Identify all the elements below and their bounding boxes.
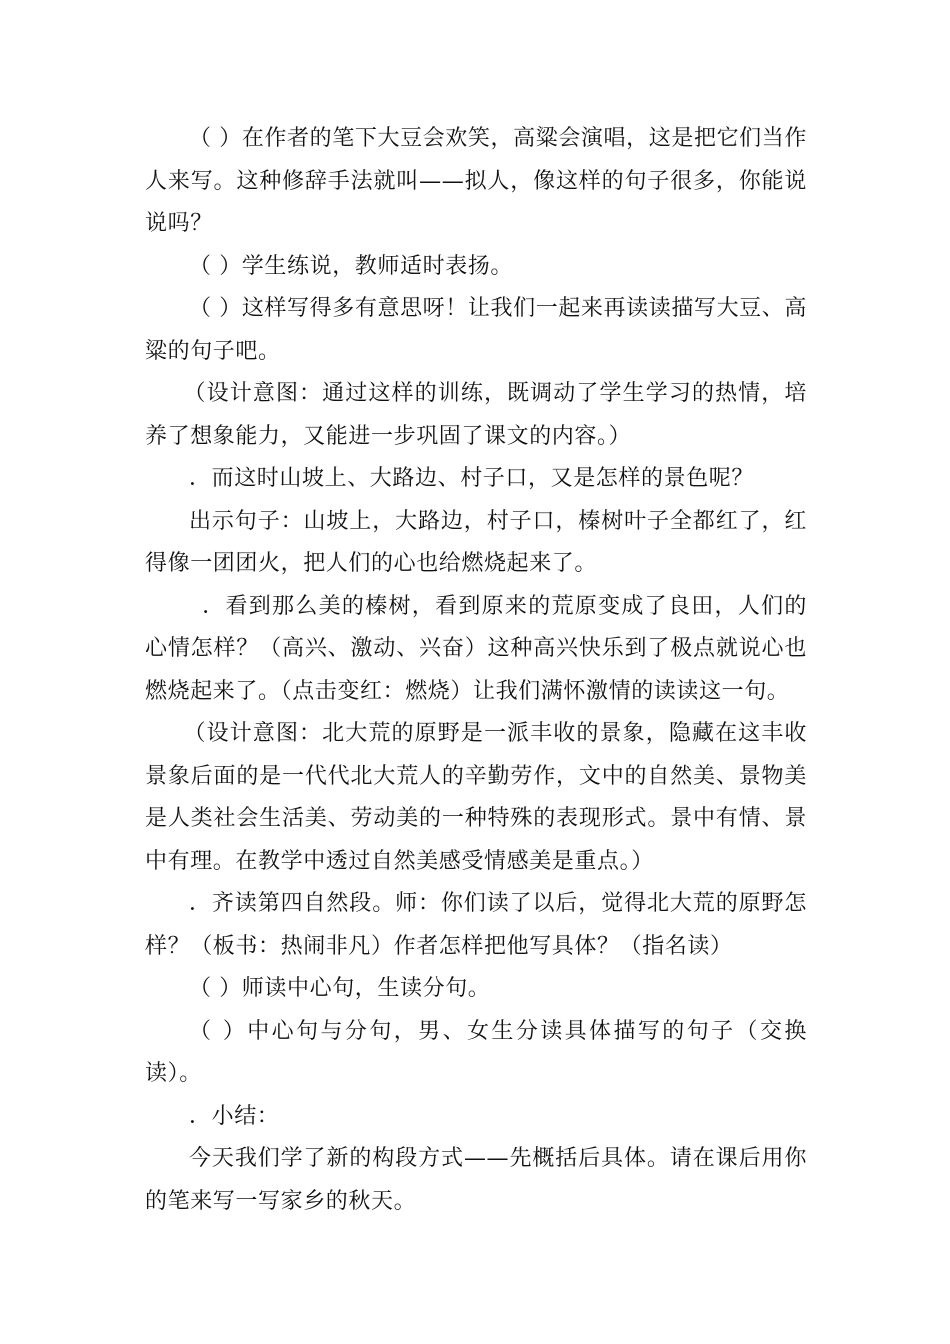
paragraph-summary-text: 今天我们学了新的构段方式——先概括后具体。请在课后用你的笔来写一写家乡的秋天。 <box>145 1146 807 1214</box>
paragraph-teacher-reads: （ ）师读中心句，生读分句。 <box>189 976 491 1001</box>
document-body <box>145 118 807 1223</box>
paragraph-hillside-question: ．而这时山坡上、大路边、村子口，又是怎样的景色呢？ <box>189 466 755 491</box>
paragraph-design-intent-1: （设计意图：通过这样的训练，既调动了学生学习的热情，培养了想象能力，又能进一步巩固了课文的内容。） <box>145 381 807 449</box>
paragraph-personification-intro: （ ）在作者的笔下大豆会欢笑，高粱会演唱，这是把它们当作人来写。这种修辞手法就叫——拟人，像这样的句子很多，你能说说吗？ <box>145 126 807 236</box>
paragraph-read-again: （ ）这样写得多有意思呀！让我们一起来再读读描写大豆、高粱的句子吧。 <box>145 296 807 364</box>
paragraph-summary-heading: ．小结： <box>189 1103 280 1129</box>
paragraph-design-intent-2: （设计意图：北大荒的原野是一派丰收的景象，隐藏在这丰收景象后面的是一代代北大荒人的辛勤劳作，文中的自然美、景物美是人类社会生活美、劳动美的一种特殊的表现形式。景中有情、景中有理。在教学中透过自然美感受情感美是重点。） <box>145 721 807 874</box>
paragraph-central-sentence: （ ）中心句与分句，男、女生分读具体描写的句子（交换读）。 <box>145 1018 807 1086</box>
paragraph-student-practice: （ ）学生练说，教师适时表扬。 <box>189 253 513 279</box>
paragraph-read-fourth-section: ．齐读第四自然段。师：你们读了以后，觉得北大荒的原野怎样？（板书：热闹非凡）作者怎样把他写具体？（指名读） <box>145 891 807 959</box>
paragraph-hazel-feelings: ．看到那么美的榛树，看到原来的荒原变成了良田，人们的心情怎样？（高兴、激动、兴奋）这种高兴快乐到了极点就说心也燃烧起来了。（点击变红：燃烧）让我们满怀激情的读读这一句。 <box>145 593 807 704</box>
paragraph-show-sentence: 出示句子：山坡上，大路边，村子口，榛树叶子全都红了，红得像一团团火，把人们的心也给燃烧起来了。 <box>145 508 807 576</box>
